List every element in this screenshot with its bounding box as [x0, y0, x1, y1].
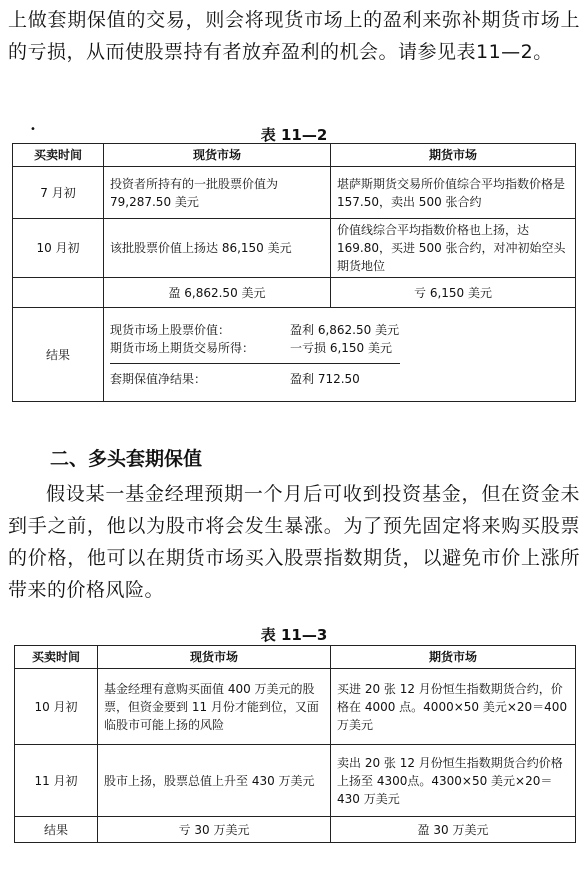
row-futures: 价值线综合平均指数价格也上扬，达 169.80，买进 500 张合约，对冲初始空头期货地位: [331, 219, 576, 278]
row-time: 10 月初: [15, 669, 98, 745]
result-line-value: 盈利 712.50: [290, 372, 360, 386]
row-spot: 该批股票价值上扬达 86,150 美元: [104, 219, 331, 278]
result-line-futures: [110, 339, 569, 357]
body-paragraph: 假设某一基金经理预期一个月后可收到投资基金，但在资金未到手之前，他以为股市将会发生暴涨。为了预先固定将来购买股票的价格，他可以在期货市场买入股票指数期货，以避免市价上涨所带来的价格风险。: [8, 483, 580, 601]
header-time: 买卖时间: [15, 646, 98, 669]
row-time: 10 月初: [13, 219, 104, 278]
hedge-table-11-2: [12, 143, 576, 402]
result-row: [13, 308, 576, 402]
result-line-value: 盈利 6,862.50 美元: [290, 323, 400, 337]
row-spot: 投资者所持有的一批股票价值为 79,287.50 美元: [104, 167, 331, 219]
table-row: [15, 745, 576, 817]
row-futures: 卖出 20 张 12 月份恒生指数期货合约价格上扬至 4300点。4300×50 美元×20＝430 万美元: [331, 745, 576, 817]
table2-caption: 表 11—3: [260, 626, 328, 644]
result-line-value: 一亏损 6,150 美元: [290, 341, 392, 355]
intro-paragraph: 上做套期保值的交易，则会将现货市场上的盈利来弥补期货市场上的亏损，从而使股票持有者放弃盈利的机会。请参见表11—2。: [8, 9, 580, 63]
result-row: [15, 817, 576, 843]
result-futures: 盈 30 万美元: [331, 817, 576, 843]
header-futures: 期货市场: [331, 646, 576, 669]
result-spot: 亏 30 万美元: [98, 817, 331, 843]
result-divider: [110, 363, 400, 364]
table-row: [15, 669, 576, 745]
subtotal-spot: 盈 6,862.50 美元: [104, 278, 331, 308]
result-line-label: 期货市场上期货交易所得：: [110, 341, 255, 355]
table-header-row: [15, 646, 576, 669]
row-futures: 堪萨斯期货交易所价值综合平均指数价格是 157.50，卖出 500 张合约: [331, 167, 576, 219]
table-row: [13, 167, 576, 219]
stray-dot: •: [30, 124, 36, 135]
table1-caption: 表 11—2: [260, 126, 328, 144]
hedge-table-11-3: [14, 645, 576, 843]
row-spot: 基金经理有意购买面值 400 万美元的股票，但资金要到 11 月份才能到位，又面临股市可能上扬的风险: [98, 669, 331, 745]
row-spot: 股市上扬，股票总值上升至 430 万美元: [98, 745, 331, 817]
row-time: 7 月初: [13, 167, 104, 219]
result-line-label: 现货市场上股票价值：: [110, 323, 231, 337]
row-time: 11 月初: [15, 745, 98, 817]
section-heading: 二、多头套期保值: [50, 448, 203, 470]
result-line-label: 套期保值净结果：: [110, 372, 207, 386]
result-content: [104, 308, 576, 402]
header-spot: 现货市场: [98, 646, 331, 669]
result-line-net: [110, 370, 569, 388]
subtotal-empty: [13, 278, 104, 308]
table-header-row: [13, 144, 576, 167]
header-time: 买卖时间: [13, 144, 104, 167]
result-line-spot: [110, 321, 569, 339]
subtotal-futures: 亏 6,150 美元: [331, 278, 576, 308]
header-futures: 期货市场: [331, 144, 576, 167]
result-label: 结果: [15, 817, 98, 843]
table-row: [13, 219, 576, 278]
result-label: 结果: [13, 308, 104, 402]
subtotal-row: [13, 278, 576, 308]
header-spot: 现货市场: [104, 144, 331, 167]
row-futures: 买进 20 张 12 月份恒生指数期货合约，价格在 4000 点。4000×50 美元×20＝400 万美元: [331, 669, 576, 745]
